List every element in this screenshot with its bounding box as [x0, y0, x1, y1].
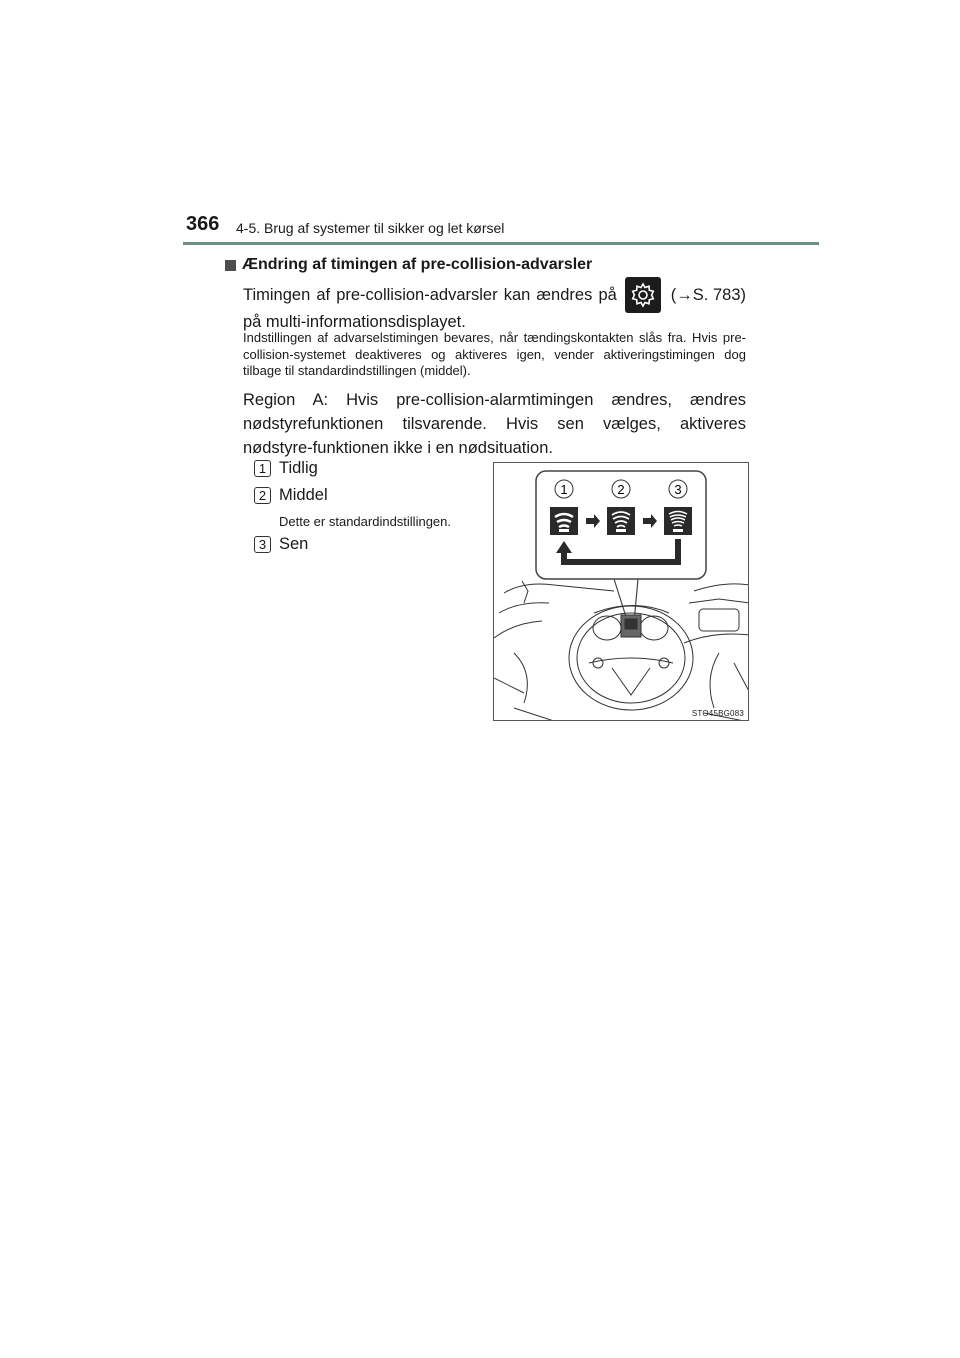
- section-heading-text: Ændring af timingen af pre-collision-advarsler: [242, 256, 593, 273]
- region-a-paragraph: Region A: Hvis pre-collision-alarmtimingen ændres, ændres nødstyrefunktionen tilsvarende. Hvis sen vælges, aktiveres nødstyre-funktionen ikke i en nødsituation.: [243, 391, 746, 457]
- page-number: 366: [186, 213, 220, 235]
- callout-number-1: [555, 480, 573, 498]
- number-badge: 1: [254, 460, 271, 477]
- illustration-drawing: [494, 463, 749, 721]
- callout-number-2: [612, 480, 630, 498]
- svg-text:3: 3: [674, 482, 682, 497]
- figure-code: STO45BG083: [691, 709, 744, 718]
- square-bullet-icon: [225, 260, 236, 271]
- word: på: [598, 286, 617, 304]
- note-text: Indstillingen af advarselstimingen bevares, når tændingskontakten slås fra. Hvis pre-collision-systemet deaktiveres og aktiveres igen, vender aktiveringstimingen dog tilbage til standardindstillingen (middel).: [243, 330, 746, 378]
- gear-icon: [625, 277, 661, 313]
- paragraph-timing-line2: på multi-informationsdisplayet.: [243, 313, 466, 331]
- paragraph-timing: [243, 280, 746, 334]
- pre-collision-warning-icon-early: [550, 507, 578, 535]
- list-item-early: [254, 459, 318, 478]
- list-item-label: Sen: [279, 535, 309, 553]
- page-reference: (→S. 783): [670, 286, 746, 304]
- callout-number-3: [669, 480, 687, 498]
- word: Timingen: [243, 286, 311, 304]
- pre-collision-warning-icon-medium: [607, 507, 635, 535]
- svg-text:2: 2: [617, 482, 625, 497]
- pre-collision-warning-icon-late: [664, 507, 692, 535]
- section-title: 4-5. Brug af systemer til sikker og let kørsel: [236, 220, 505, 236]
- number-badge: 3: [254, 536, 271, 553]
- section-heading: [225, 256, 592, 274]
- list-item-note: Dette er standardindstillingen.: [279, 514, 451, 529]
- header-divider: [183, 242, 819, 245]
- word: af: [316, 286, 331, 304]
- list-item-late: [254, 535, 308, 554]
- word: kan: [503, 286, 531, 304]
- number-badge: 2: [254, 487, 271, 504]
- word: ændres: [536, 286, 593, 304]
- dashboard-illustration: [493, 462, 749, 721]
- list-item-medium: [254, 486, 328, 505]
- svg-text:1: 1: [560, 482, 568, 497]
- list-item-label: Middel: [279, 486, 328, 504]
- list-item-label: Tidlig: [279, 459, 318, 477]
- word: pre-collision-advarsler: [336, 286, 498, 304]
- paragraph-timing-words: [243, 283, 625, 307]
